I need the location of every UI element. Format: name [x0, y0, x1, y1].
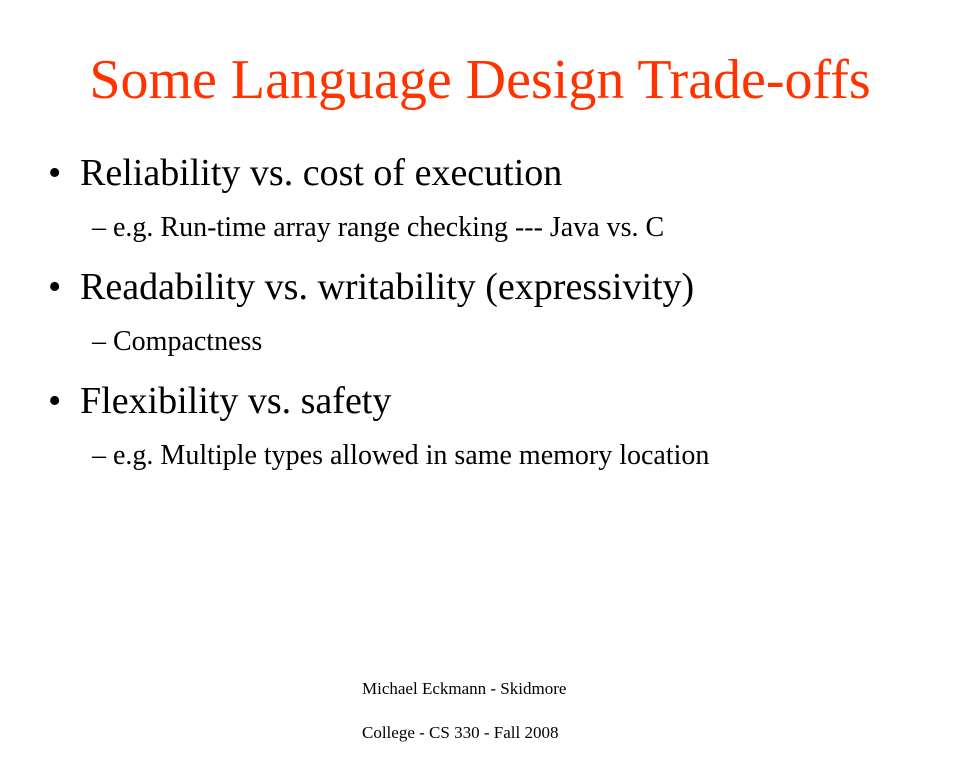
sub-bullet-text: Compactness [113, 326, 263, 357]
bullet-item [48, 378, 391, 424]
bullet-text: Flexibility vs. safety [80, 380, 392, 422]
sub-bullet-item [92, 438, 709, 474]
slide-title: Some Language Design Trade-offs [89, 49, 871, 111]
footer-line: College - CS 330 - Fall 2008 [362, 723, 559, 742]
sub-bullet-marker: – [92, 212, 106, 243]
sub-bullet-marker: – [92, 326, 106, 357]
bullet-marker: • [48, 380, 62, 422]
sub-bullet-text: e.g. Multiple types allowed in same memory location [113, 440, 710, 471]
bullet-text: Readability vs. writability (expressivity) [80, 266, 695, 308]
bullet-marker: • [48, 152, 62, 194]
sub-bullet-text: e.g. Run-time array range checking --- Java vs. C [113, 212, 665, 243]
slide-footer [362, 656, 622, 766]
bullet-item [48, 264, 694, 310]
bullet-text: Reliability vs. cost of execution [80, 152, 563, 194]
footer-line: Michael Eckmann - Skidmore [362, 679, 567, 698]
bullet-item [48, 150, 562, 196]
bullet-marker: • [48, 266, 62, 308]
sub-bullet-marker: – [92, 440, 106, 471]
sub-bullet-item [92, 324, 262, 360]
sub-bullet-item [92, 210, 664, 246]
